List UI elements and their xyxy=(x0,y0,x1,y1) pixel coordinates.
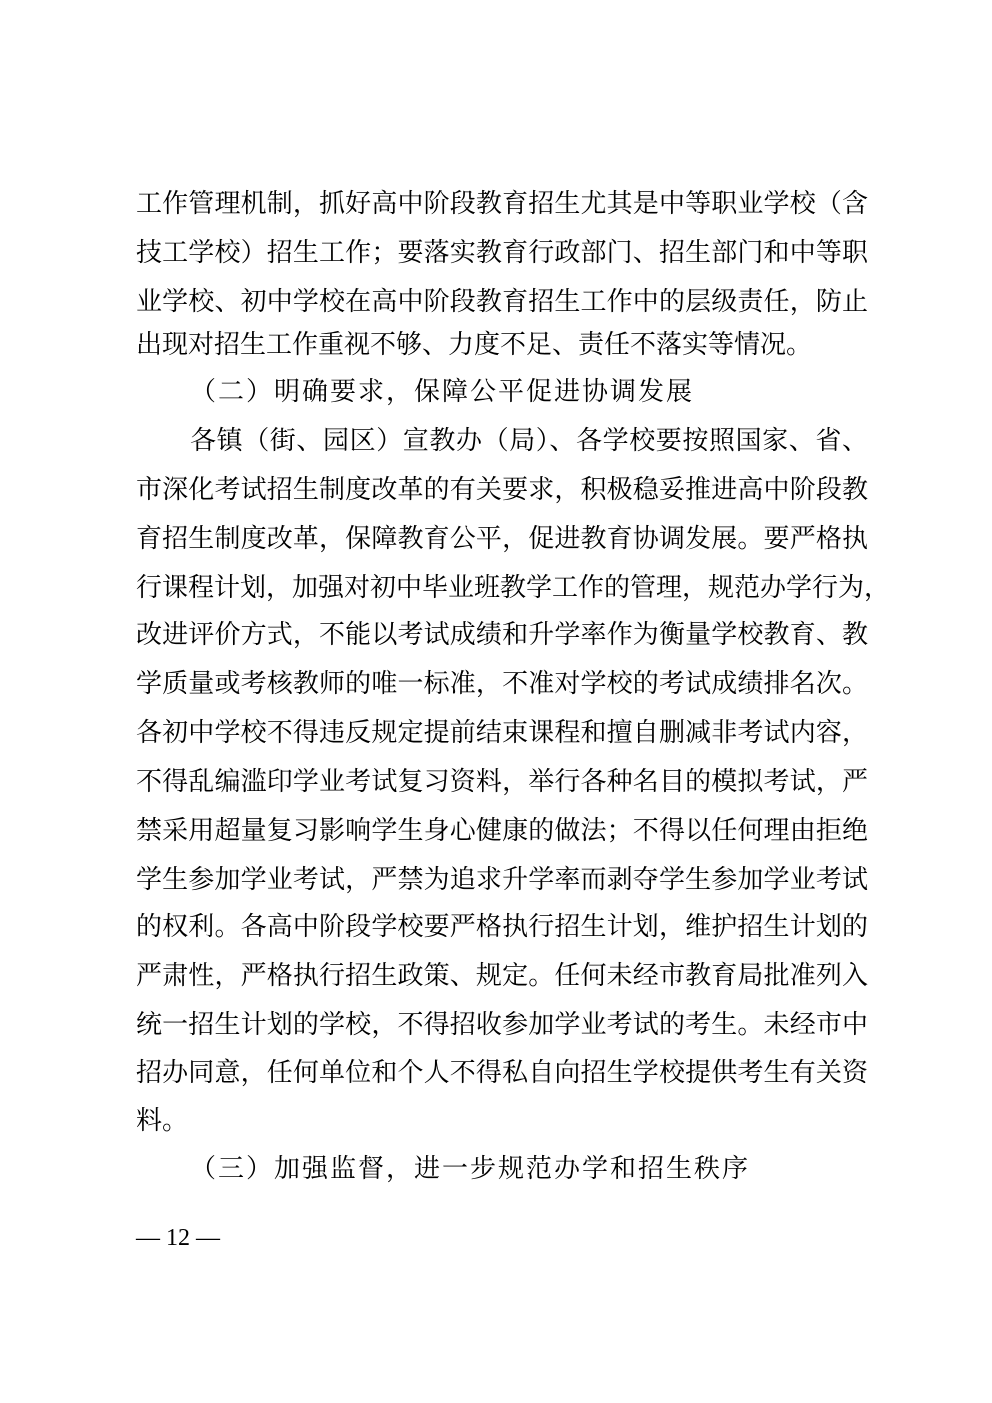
text-line: 的权利。各高中阶段学校要严格执行招生计划，维护招生计划的 xyxy=(136,912,868,942)
text-line: 业学校、初中学校在高中阶段教育招生工作中的层级责任，防止 xyxy=(136,287,868,317)
text-line: 工作管理机制，抓好高中阶段教育招生尤其是中等职业学校（含 xyxy=(136,189,868,219)
text-line: 改进评价方式，不能以考试成绩和升学率作为衡量学校教育、教 xyxy=(136,620,868,650)
text-line: 不得乱编滥印学业考试复习资料，举行各种名目的模拟考试，严 xyxy=(136,767,868,797)
text-line: 禁采用超量复习影响学生身心健康的做法；不得以任何理由拒绝 xyxy=(136,816,868,846)
text-line: 料。 xyxy=(136,1106,189,1136)
text-line: 招办同意，任何单位和个人不得私自向招生学校提供考生有关资 xyxy=(136,1058,868,1088)
text-line: 严肃性，严格执行招生政策、规定。任何未经市教育局批准列入 xyxy=(136,961,868,991)
text-line: 行课程计划，加强对初中毕业班教学工作的管理，规范办学行为， xyxy=(136,573,891,603)
page-number: — 12 — xyxy=(136,1225,220,1251)
section-heading: （二）明确要求，保障公平促进协调发展 xyxy=(190,377,695,407)
text-line: 统一招生计划的学校，不得招收参加学业考试的考生。未经市中 xyxy=(136,1010,868,1040)
section-heading: （三）加强监督，进一步规范办学和招生秩序 xyxy=(190,1154,751,1184)
text-line: 学生参加学业考试，严禁为追求升学率而剥夺学生参加学业考试 xyxy=(136,865,868,895)
text-line: 育招生制度改革，保障教育公平，促进教育协调发展。要严格执 xyxy=(136,524,868,554)
text-line: 学质量或考核教师的唯一标准，不准对学校的考试成绩排名次。 xyxy=(136,669,868,699)
text-line: 市深化考试招生制度改革的有关要求，积极稳妥推进高中阶段教 xyxy=(136,475,868,505)
text-line: 出现对招生工作重视不够、力度不足、责任不落实等情况。 xyxy=(136,330,813,360)
text-line: 技工学校）招生工作；要落实教育行政部门、招生部门和中等职 xyxy=(136,238,868,268)
paragraph-first-line: 各镇（街、园区）宣教办（局）、各学校要按照国家、省、 xyxy=(190,426,868,456)
text-line: 各初中学校不得违反规定提前结束课程和擅自删减非考试内容， xyxy=(136,718,868,748)
